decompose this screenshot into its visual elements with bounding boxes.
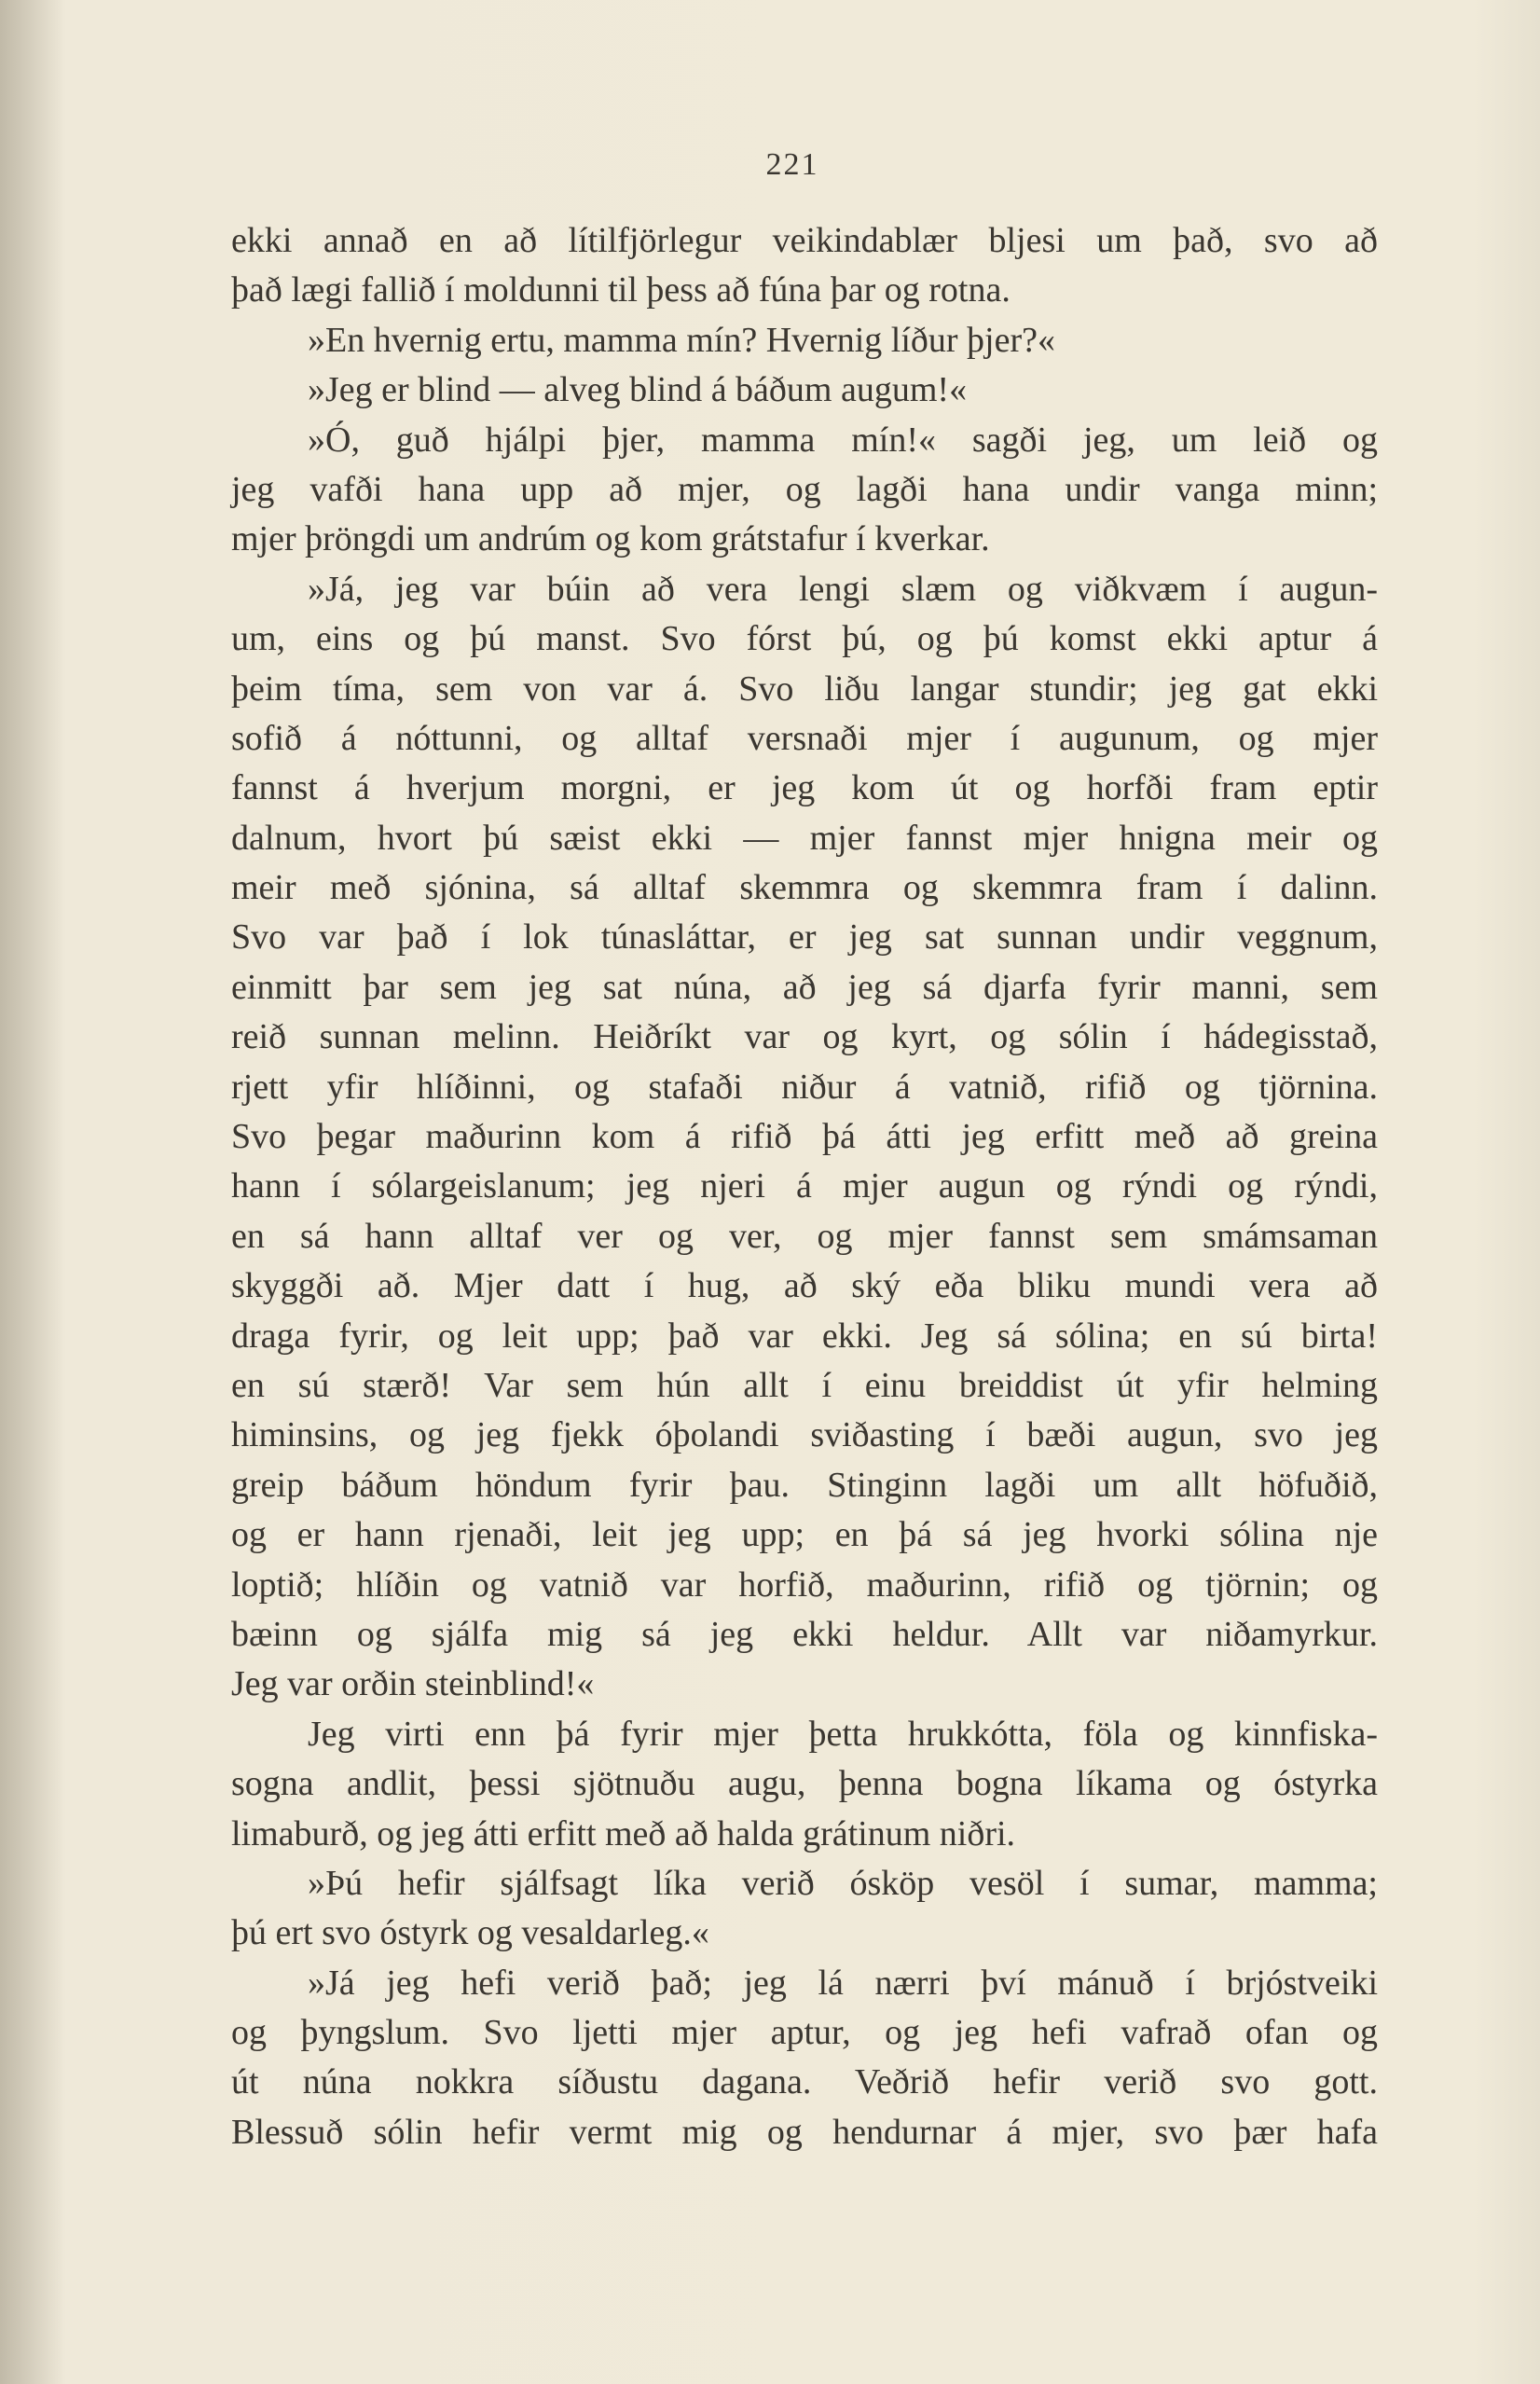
text-line: sofið á nóttunni, og alltaf versnaði mjer í augunum, og mjer <box>231 718 1378 758</box>
text-line: »En hvernig ertu, mamma mín? Hvernig líður þjer?« <box>308 320 1055 360</box>
text-line: Jeg virti enn þá fyrir mjer þetta hrukkótta, föla og kinnfiska- <box>308 1714 1378 1754</box>
text-line: fannst á hverjum morgni, er jeg kom út og horfði fram eptir <box>231 768 1378 808</box>
text-line: hann í sólargeislanum; jeg njeri á mjer augun og rýndi og rýndi, <box>231 1166 1378 1206</box>
text-line: dalnum, hvort þú sæist ekki — mjer fannst mjer hnigna meir og <box>231 818 1378 858</box>
text-line: greip báðum höndum fyrir þau. Stinginn lagði um allt höfuðið, <box>231 1465 1378 1505</box>
text-line: limaburð, og jeg átti erfitt með að halda grátinum niðri. <box>231 1813 1016 1853</box>
text-line: einmitt þar sem jeg sat núna, að jeg sá djarfa fyrir manni, sem <box>231 967 1378 1007</box>
text-line: það lægi fallið í moldunni til þess að fúna þar og rotna. <box>231 270 1011 310</box>
text-line: jeg vafði hana upp að mjer, og lagði hana undir vanga minn; <box>231 469 1378 509</box>
text-line: sogna andlit, þessi sjötnuðu augu, þenna bogna líkama og óstyrka <box>231 1764 1378 1804</box>
body-text <box>231 216 1378 2157</box>
text-line: bæinn og sjálfa mig sá jeg ekki heldur. Allt var niðamyrkur. <box>231 1614 1378 1654</box>
text-line: en sú stærð! Var sem hún allt í einu breiddist út yfir helming <box>231 1365 1378 1405</box>
text-line: og þyngslum. Svo ljetti mjer aptur, og jeg hefi vafrað ofan og <box>231 2013 1378 2053</box>
text-line: ekki annað en að lítilfjörlegur veikindablær bljesi um það, svo að <box>231 221 1378 260</box>
text-line: »Já, jeg var búin að vera lengi slæm og viðkvæm í augun- <box>308 569 1378 609</box>
text-line: en sá hann alltaf ver og ver, og mjer fannst sem smámsaman <box>231 1216 1378 1256</box>
text-line: draga fyrir, og leit upp; það var ekki. Jeg sá sólina; en sú birta! <box>231 1316 1378 1356</box>
text-line: Jeg var orðin steinblind!« <box>231 1664 595 1704</box>
spine-shadow <box>0 0 65 2384</box>
text-line: skyggði að. Mjer datt í hug, að ský eða bliku mundi vera að <box>231 1266 1378 1306</box>
text-line: mjer þröngdi um andrúm og kom grátstafur í kverkar. <box>231 519 990 559</box>
text-line: þú ert svo óstyrk og vesaldarleg.« <box>231 1913 709 1953</box>
text-line: Svo þegar maðurinn kom á rifið þá átti jeg erfitt með að greina <box>231 1117 1378 1157</box>
text-line: »Já jeg hefi verið það; jeg lá nærri því mánuð í brjóstveiki <box>308 1963 1378 2003</box>
text-line: Svo var það í lok túnasláttar, er jeg sat sunnan undir veggnum, <box>231 917 1378 958</box>
text-line: meir með sjónina, sá alltaf skemmra og skemmra fram í dalinn. <box>231 868 1378 908</box>
text-line: þeim tíma, sem von var á. Svo liðu langar stundir; jeg gat ekki <box>231 668 1378 709</box>
text-line: og er hann rjenaði, leit jeg upp; en þá sá jeg hvorki sólina nje <box>231 1515 1378 1555</box>
text-line: rjett yfir hlíðinni, og stafaði niður á vatnið, rifið og tjörnina. <box>231 1067 1378 1107</box>
page-number: 221 <box>765 147 819 182</box>
text-line: út núna nokkra síðustu dagana. Veðrið hefir verið svo gott. <box>231 2062 1378 2102</box>
text-line: himinsins, og jeg fjekk óþolandi sviðasting í bæði augun, svo jeg <box>231 1415 1378 1455</box>
text-line: loptið; hlíðin og vatnið var horfið, maðurinn, rifið og tjörnin; og <box>231 1564 1378 1605</box>
text-line: reið sunnan melinn. Heiðríkt var og kyrt, og sólin í hádegisstað, <box>231 1017 1378 1057</box>
text-line: »Jeg er blind — alveg blind á báðum augum!« <box>308 370 968 410</box>
text-line: um, eins og þú manst. Svo fórst þú, og þú komst ekki aptur á <box>231 619 1378 659</box>
text-line: Blessuð sólin hefir vermt mig og hendurnar á mjer, svo þær hafa <box>231 2112 1378 2152</box>
text-line: »Þú hefir sjálfsagt líka verið ósköp vesöl í sumar, mamma; <box>308 1863 1378 1903</box>
text-line: »Ó, guð hjálpi þjer, mamma mín!« sagði jeg, um leið og <box>308 420 1378 460</box>
